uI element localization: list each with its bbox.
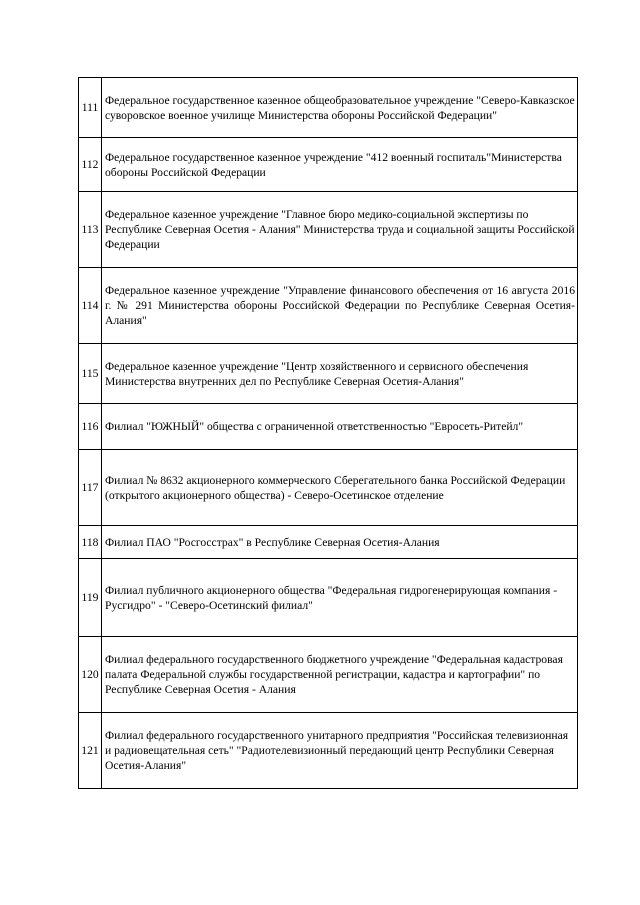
row-number: 117	[79, 450, 102, 526]
table-row	[79, 138, 578, 192]
organization-name: Филиал федерального государственного бюджетного учреждение "Федеральная кадастровая палата Федеральной службы государственной регистрации, кадастра и картографии" по Республике Северная Осетия - Алания	[102, 637, 578, 713]
organization-name: Федеральное казенное учреждение "Главное бюро медико-социальной экспертизы по Республике Северная Осетия - Алания" Министерства труда и социальной защиты Российской Федерации	[102, 192, 578, 268]
row-number: 112	[79, 138, 102, 192]
table-row	[79, 637, 578, 713]
table-row	[79, 450, 578, 526]
organization-name: Филиал публичного акционерного общества "Федеральная гидрогенерирующая компания - Русгидро" - "Северо-Осетинский филиал"	[102, 559, 578, 637]
organizations-table	[78, 77, 578, 789]
organization-name: Филиал федерального государственного унитарного предприятия "Российская телевизионная и радиовещательная сеть" "Радиотелевизионный передающий центр Республики Северная Осетия-Алания"	[102, 713, 578, 789]
table-row	[79, 78, 578, 138]
row-number: 114	[79, 268, 102, 344]
row-number: 121	[79, 713, 102, 789]
row-number: 120	[79, 637, 102, 713]
organization-name: Филиал ПАО "Росгосстрах" в Республике Северная Осетия-Алания	[102, 526, 578, 559]
table-row	[79, 526, 578, 559]
row-number: 116	[79, 404, 102, 450]
row-number: 119	[79, 559, 102, 637]
row-number: 113	[79, 192, 102, 268]
row-number: 115	[79, 344, 102, 404]
organization-name: Филиал "ЮЖНЫЙ" общества с ограниченной ответственностью "Евросеть-Ритейл"	[102, 404, 578, 450]
organization-name: Федеральное казенное учреждение "Управление финансового обеспечения от 16 августа 2016 г. № 291 Министерства обороны Российской Федерации по Республике Северная Осетия-Алания"	[102, 268, 578, 344]
table-row	[79, 713, 578, 789]
organization-name: Федеральное казенное учреждение "Центр хозяйственного и сервисного обеспечения Министерства внутренних дел по Республике Северная Осетия-Алания"	[102, 344, 578, 404]
table-row	[79, 268, 578, 344]
table-row	[79, 344, 578, 404]
organization-name: Федеральное государственное казенное учреждение "412 военный госпиталь"Министерства обороны Российской Федерации	[102, 138, 578, 192]
row-number: 111	[79, 78, 102, 138]
organization-name: Федеральное государственное казенное общеобразовательное учреждение "Северо-Кавказское суворовское военное училище Министерства обороны Российской Федерации"	[102, 78, 578, 138]
table-row	[79, 559, 578, 637]
row-number: 118	[79, 526, 102, 559]
organization-name: Филиал № 8632 акционерного коммерческого Сберегательного банка Российской Федерации (открытого акционерного общества) - Северо-Осетинское отделение	[102, 450, 578, 526]
table-row	[79, 404, 578, 450]
table-row	[79, 192, 578, 268]
